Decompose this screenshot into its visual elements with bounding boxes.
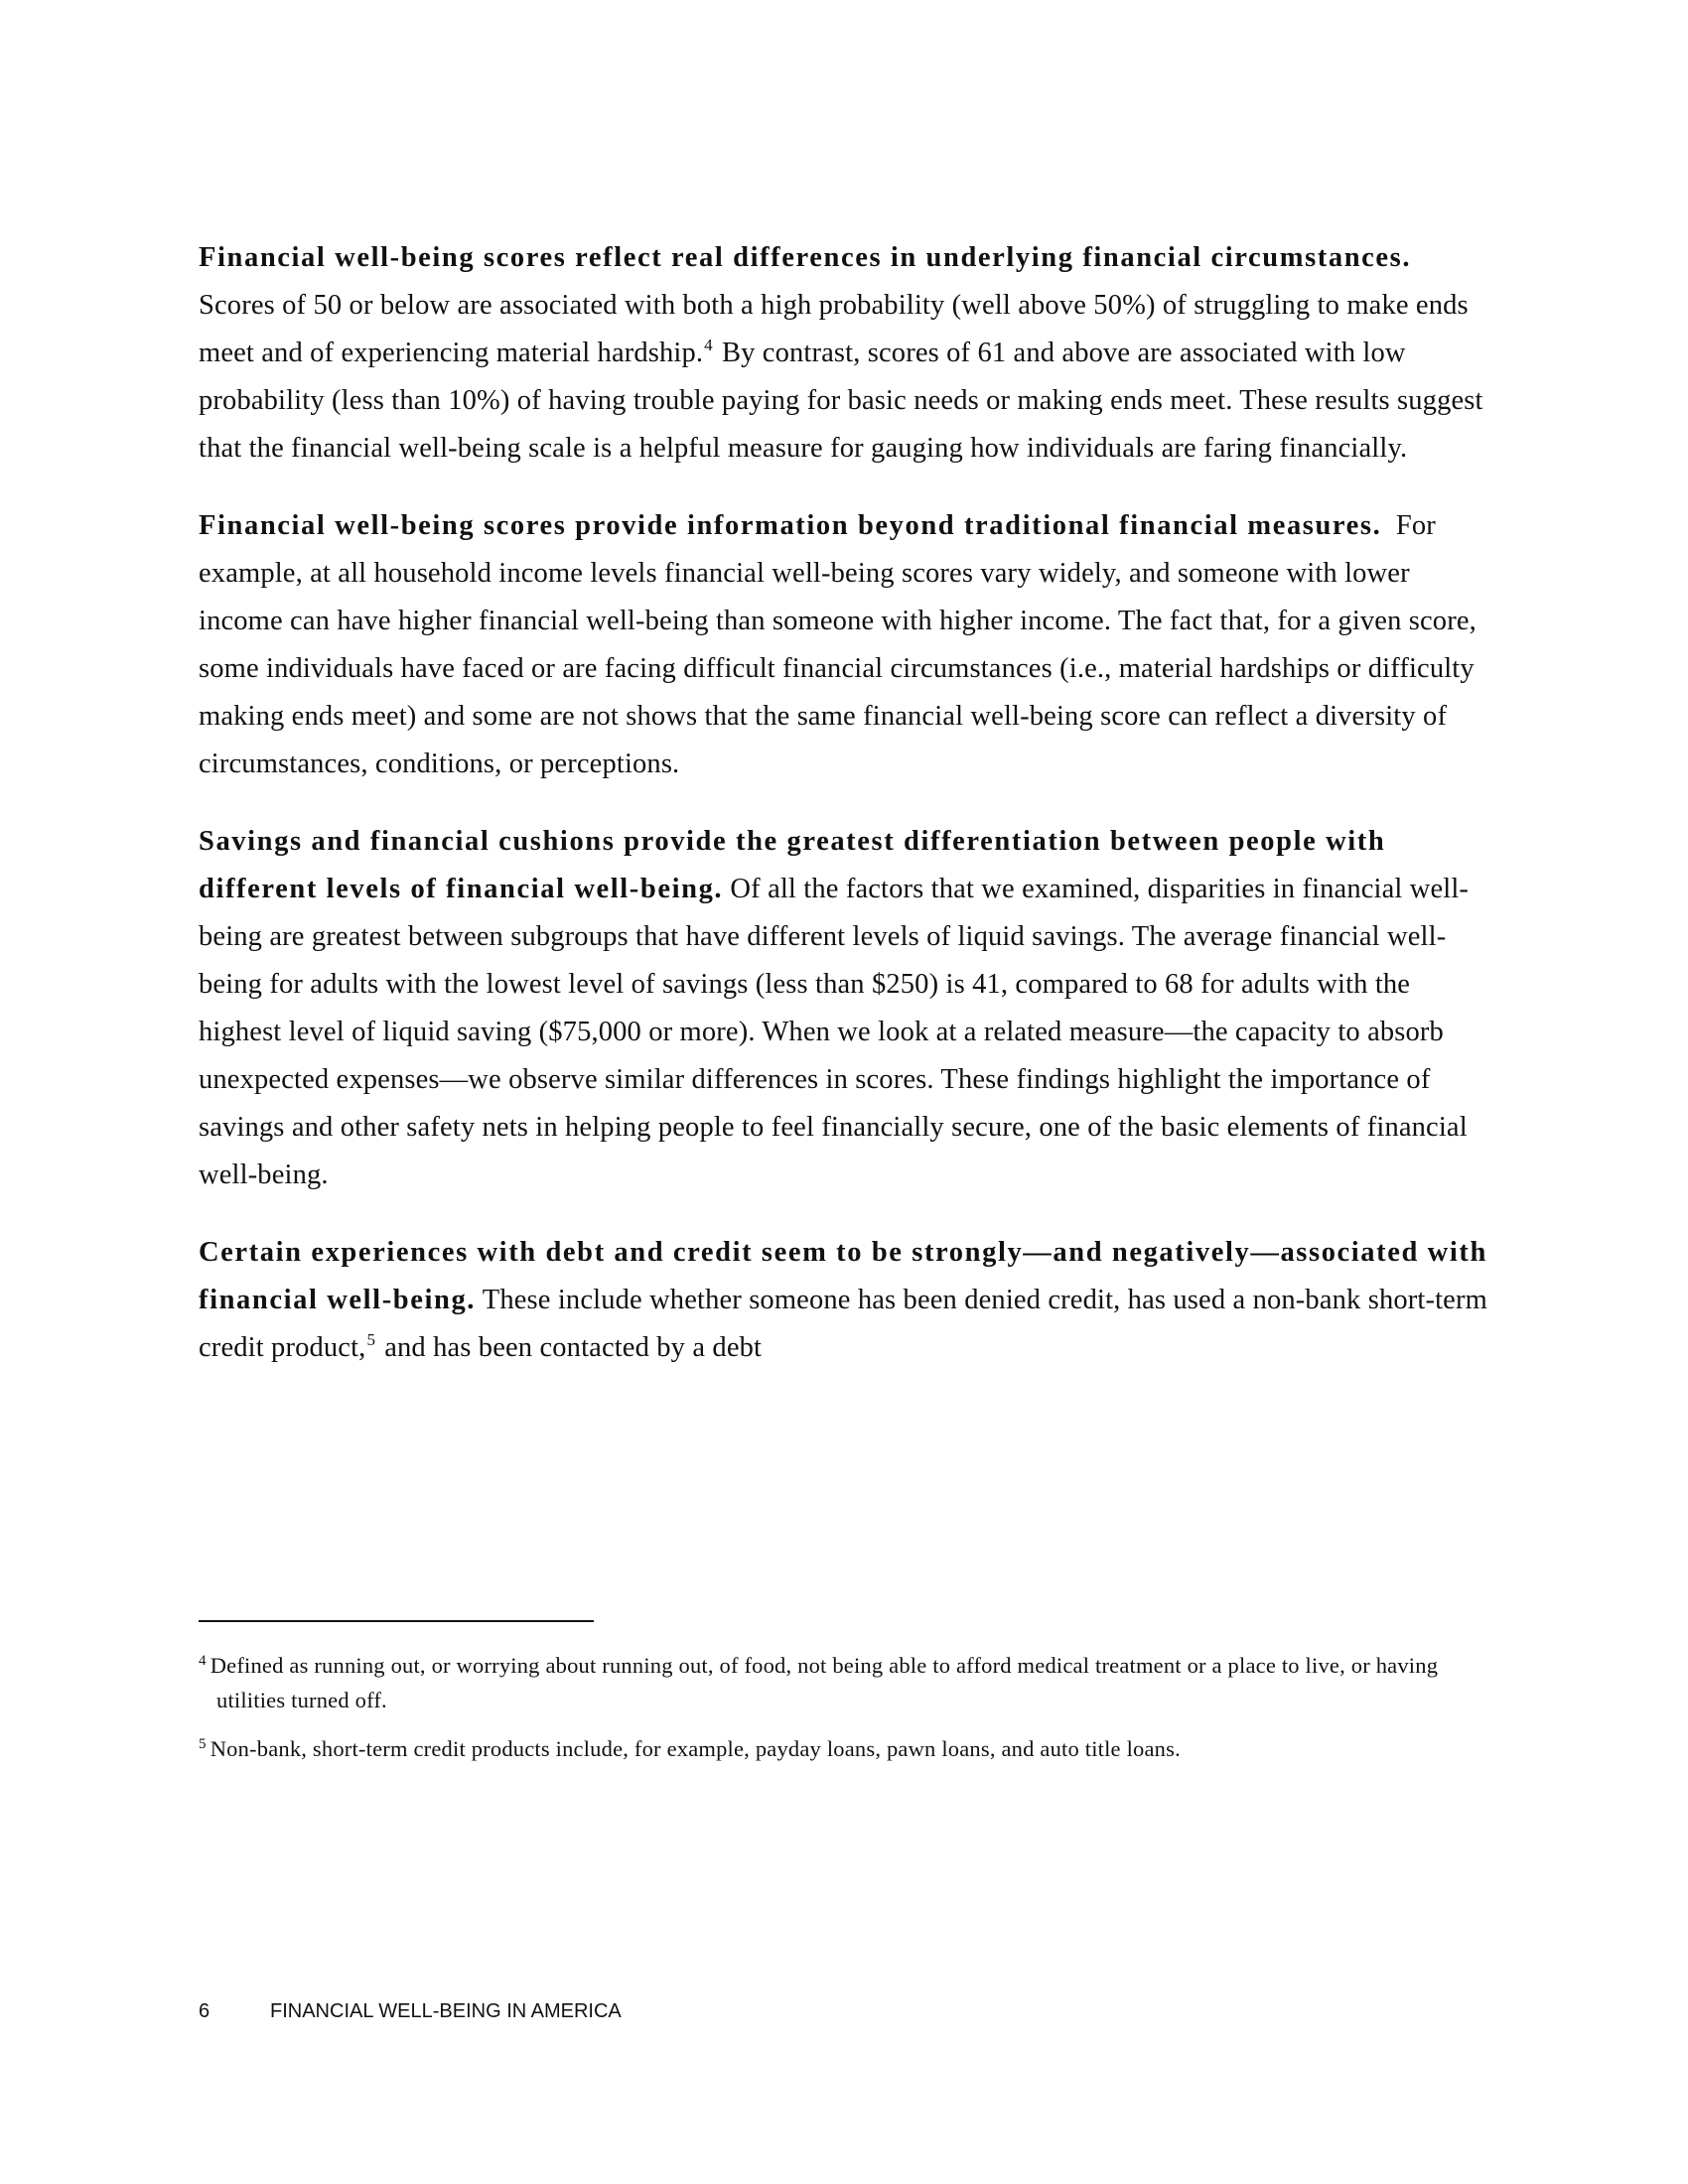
paragraph-text: These include whether someone has been denied credit, has used a non-bank short-term credit product, [199, 1285, 1487, 1363]
footnote-divider [199, 1620, 594, 1622]
paragraph-lead: Savings and financial cushions provide the greatest differentiation between people with different levels of financial well-being. [199, 826, 1386, 904]
footnote-5 [199, 1731, 1489, 1766]
footnote-text: Non-bank, short-term credit products include, for example, payday loans, pawn loans, and auto title loans. [210, 1736, 1181, 1761]
paragraph-text: By contrast, scores of 61 and above are associated with low probability (less than 10%) of having trouble paying for basic needs or making ends meet. These results suggest that the financial well-being scale is a helpful measure for gauging how individuals are faring financially. [199, 338, 1483, 464]
paragraph-lead: Financial well-being scores provide information beyond traditional financial measures. [199, 510, 1382, 541]
paragraph-text: Of all the factors that we examined, disparities in financial well-being are greatest between subgroups that have different levels of liquid savings. The average financial well-being for adults with the lowest level of savings (less than $250) is 41, compared to 68 for adults with the highest level of liquid saving ($75,000 or more). When we look at a related measure—the capacity to absorb unexpected expenses—we observe similar differences in scores. These findings highlight the importance of savings and other safety nets in helping people to feel financially secure, one of the basic elements of financial well-being. [199, 874, 1470, 1190]
paragraph-beyond-traditional-measures [199, 502, 1489, 788]
paragraph-text: For example, at all household income levels financial well-being scores vary widely, and someone with lower income can have higher financial well-being than someone with higher income. The fact that, for a given score, some individuals have faced or are facing difficult financial circumstances (i.e., material hardships or difficulty making ends meet) and some are not shows that the same financial well-being score can reflect a diversity of circumstances, conditions, or perceptions. [199, 510, 1484, 779]
footnote-number: 4 [199, 1653, 207, 1669]
paragraph-text: Scores of 50 or below are associated with both a high probability (well above 50%) of struggling to make ends meet and of experiencing material hardship. [199, 290, 1469, 368]
footnote-ref-4[interactable]: 4 [704, 336, 713, 354]
footer-title: FINANCIAL WELL-BEING IN AMERICA [270, 2000, 622, 2022]
footnote-ref-5[interactable]: 5 [366, 1330, 375, 1349]
paragraph-lead: Financial well-being scores reflect real differences in underlying financial circumstances. [199, 242, 1412, 273]
footnotes [199, 1648, 1489, 1780]
page-footer [199, 1999, 622, 2023]
paragraph-text: and has been contacted by a debt [376, 1332, 763, 1363]
body-text [199, 234, 1489, 1402]
paragraph-lead: Certain experiences with debt and credit seem to be strongly—and negatively—associated with financial well-being. [199, 1237, 1487, 1315]
footnote-4 [199, 1648, 1489, 1717]
paragraph-debt-and-credit [199, 1229, 1489, 1372]
footnote-text: Defined as running out, or worrying about running out, of food, not being able to afford medical treatment or a place to live, or having utilities turned off. [210, 1653, 1439, 1712]
footnote-number: 5 [199, 1736, 207, 1752]
paragraph-savings-cushions [199, 818, 1489, 1199]
page-number: 6 [199, 2000, 211, 2022]
paragraph-scores-reflect-differences [199, 234, 1489, 473]
